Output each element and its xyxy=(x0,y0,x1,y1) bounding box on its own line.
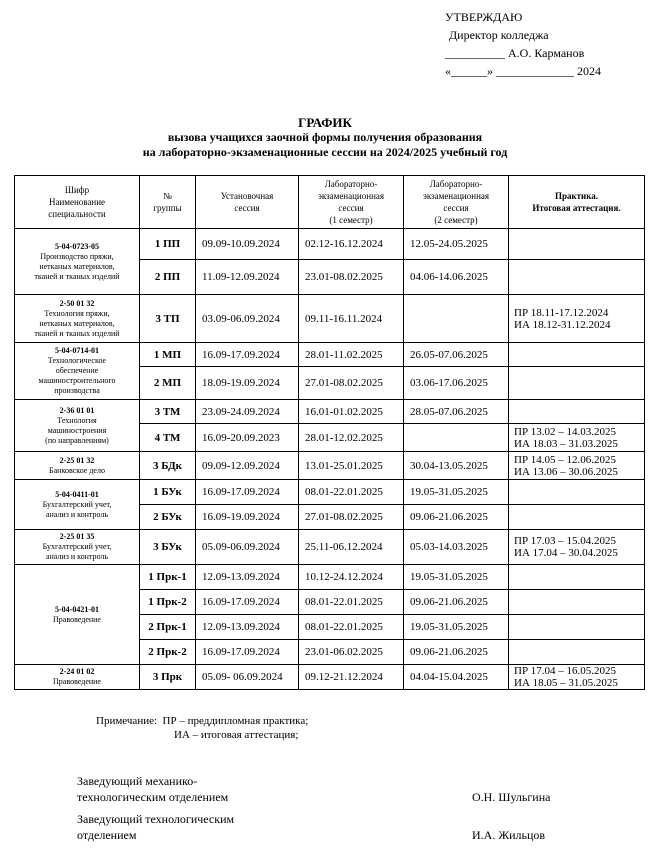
note-line-1: ПР – преддипломная практика; xyxy=(162,715,309,727)
spec-name-line: Технологическое xyxy=(47,356,107,365)
table-row xyxy=(15,530,645,565)
signature-name-1: О.Н. Шульгина xyxy=(472,790,551,804)
lab1-session-cell: 08.01-22.01.2025 xyxy=(299,480,404,505)
document-subtitle-2: на лабораторно-экзаменационные сессии на 2024/2025 учебный год xyxy=(142,145,508,159)
spec-code: 2-25 01 32 xyxy=(59,455,95,465)
lab2-session-cell: 04.04-15.04.2025 xyxy=(404,665,509,690)
lab1-session-cell: 28.01-12.02.2025 xyxy=(299,424,404,452)
lab1-session-cell: 09.12-21.12.2024 xyxy=(299,665,404,690)
spec-cell xyxy=(15,480,140,530)
header-spec-line: специальности xyxy=(48,209,106,219)
intro-session-cell: 16.09-19.09.2024 xyxy=(196,505,299,530)
spec-cell xyxy=(15,343,140,400)
lab2-session-cell xyxy=(404,295,509,343)
spec-name-line: анализ и контроль xyxy=(45,552,109,561)
practice-cell xyxy=(509,590,645,615)
intro-session-cell: 12.09-13.09.2024 xyxy=(196,615,299,640)
practice-line: ПР 18.11-17.12.2024 xyxy=(514,306,609,319)
header-lab2-line: сессия xyxy=(443,203,469,213)
spec-code: 2-25 01 35 xyxy=(59,532,95,541)
lab1-session-cell: 13.01-25.01.2025 xyxy=(299,452,404,480)
lab1-session-cell: 27.01-08.02.2025 xyxy=(299,367,404,400)
approval-sign-line: __________ А.О. Карманов xyxy=(445,46,585,60)
lab2-session-cell xyxy=(404,424,509,452)
intro-session-cell: 09.09-12.09.2024 xyxy=(196,452,299,480)
practice-cell xyxy=(509,400,645,424)
document-heading xyxy=(0,115,650,160)
practice-line: ИА 18.12-31.12.2024 xyxy=(514,318,611,331)
spec-name-line: Бухгалтерский учет, xyxy=(42,499,112,509)
intro-session-cell: 05.09-06.09.2024 xyxy=(196,530,299,565)
spec-name-line: нетканых материалов, xyxy=(39,318,115,328)
lab1-session-cell: 09.11-16.11.2024 xyxy=(299,295,404,343)
group-cell: 2 Прк-1 xyxy=(140,615,196,640)
group-cell: 2 ПП xyxy=(140,260,196,295)
header-lab2-line: экзаменационная xyxy=(422,191,490,201)
intro-session-cell: 16.09-17.09.2024 xyxy=(196,640,299,665)
lab2-session-cell: 30.04-13.05.2025 xyxy=(404,452,509,480)
group-cell: 1 ПП xyxy=(140,229,196,260)
group-cell: 3 Прк xyxy=(140,665,196,690)
intro-session-cell: 18.09-19.09.2024 xyxy=(196,367,299,400)
lab2-session-cell: 12.05-24.05.2025 xyxy=(404,229,509,260)
header-practice-line: Практика. xyxy=(554,191,599,201)
spec-name-line: машиностроения xyxy=(47,425,107,435)
spec-name-line: машиностроительного xyxy=(38,376,116,385)
approval-block xyxy=(445,8,601,80)
signature-title-line: Заведующий механико- xyxy=(77,774,198,788)
header-lab2 xyxy=(404,176,509,229)
header-spec-line: Наименование xyxy=(48,197,106,207)
practice-cell xyxy=(509,615,645,640)
spec-name-line: нетканых материалов, xyxy=(39,261,115,271)
header-lab1-line: сессия xyxy=(338,203,364,213)
table-row xyxy=(15,295,645,343)
document-title: ГРАФИК xyxy=(298,115,352,130)
lab2-session-cell: 09.06-21.06.2025 xyxy=(404,590,509,615)
table-row xyxy=(15,565,645,590)
spec-cell xyxy=(15,565,140,665)
practice-line: ИА 17.04 – 30.04.2025 xyxy=(514,547,618,559)
header-intro xyxy=(196,176,299,229)
group-cell: 3 ТП xyxy=(140,295,196,343)
spec-name-line: Технология xyxy=(57,415,97,425)
header-practice xyxy=(509,176,645,229)
spec-cell xyxy=(15,229,140,295)
spec-code: 5-04-0411-01 xyxy=(55,489,99,499)
note-line-2: ИА – итоговая аттестация; xyxy=(174,729,299,741)
intro-session-cell: 16.09-17.09.2024 xyxy=(196,480,299,505)
group-cell: 4 ТМ xyxy=(140,424,196,452)
group-cell: 3 БДк xyxy=(140,452,196,480)
note-block xyxy=(96,714,308,742)
spec-code: 5-04-0723-05 xyxy=(55,241,99,251)
spec-name-line: тканей и тканых изделий xyxy=(34,271,120,281)
lab2-session-cell: 05.03-14.03.2025 xyxy=(404,530,509,565)
practice-line: ПР 17.04 – 16.05.2025 xyxy=(514,665,617,677)
lab1-session-cell: 10.12-24.12.2024 xyxy=(299,565,404,590)
lab1-session-cell: 23.01-06.02.2025 xyxy=(299,640,404,665)
group-cell: 1 Прк-1 xyxy=(140,565,196,590)
lab2-session-cell: 19.05-31.05.2025 xyxy=(404,615,509,640)
spec-cell xyxy=(15,295,140,343)
header-practice-line: Итоговая аттестация. xyxy=(532,203,621,213)
spec-name-line: Правоведение xyxy=(53,677,101,686)
lab1-session-cell: 16.01-01.02.2025 xyxy=(299,400,404,424)
header-lab1-line: Лабораторно- xyxy=(324,179,378,189)
practice-cell xyxy=(509,343,645,367)
header-spec-line: Шифр xyxy=(64,185,90,195)
header-group-line: группы xyxy=(153,203,182,213)
spec-cell xyxy=(15,452,140,480)
approval-position: Директор колледжа xyxy=(449,28,549,42)
practice-line: ПР 14.05 – 12.06.2025 xyxy=(514,453,617,466)
signature-title-line: Заведующий технологическим xyxy=(77,812,235,826)
spec-name-line: производства xyxy=(54,386,100,395)
header-lab1-line: (1 семестр) xyxy=(329,215,373,225)
lab1-session-cell: 27.01-08.02.2025 xyxy=(299,505,404,530)
group-cell: 1 Прк-2 xyxy=(140,590,196,615)
group-cell: 1 БУк xyxy=(140,480,196,505)
signature-title-line: технологическим отделением xyxy=(77,790,229,804)
lab2-session-cell: 09.06-21.06.2025 xyxy=(404,640,509,665)
lab2-session-cell: 28.05-07.06.2025 xyxy=(404,400,509,424)
signature-name-2: И.А. Жильцов xyxy=(472,828,546,842)
practice-cell xyxy=(509,367,645,400)
practice-cell xyxy=(509,665,645,690)
spec-name-line: (по направлениям) xyxy=(45,435,109,445)
practice-line: ПР 17.03 – 15.04.2025 xyxy=(514,535,617,547)
practice-line: ИА 13.06 – 30.06.2025 xyxy=(514,465,618,478)
document-subtitle-1: вызова учащихся заочной формы получения образования xyxy=(167,130,483,144)
table-row xyxy=(15,665,645,690)
header-lab2-line: (2 семестр) xyxy=(434,215,478,225)
group-cell: 2 Прк-2 xyxy=(140,640,196,665)
lab2-session-cell: 26.05-07.06.2025 xyxy=(404,343,509,367)
spec-code: 2-50 01 32 xyxy=(59,298,95,308)
approval-date-line: «______» _____________ 2024 xyxy=(445,64,601,78)
spec-code: 5-04-0421-01 xyxy=(55,604,99,614)
table-header-row xyxy=(15,176,645,229)
spec-name-line: Банковское дело xyxy=(49,465,105,475)
practice-cell xyxy=(509,565,645,590)
practice-line: ИА 18.03 – 31.03.2025 xyxy=(514,437,618,450)
header-group xyxy=(140,176,196,229)
spec-code: 5-04-0714-01 xyxy=(55,346,99,355)
intro-session-cell: 16.09-17.09.2024 xyxy=(196,590,299,615)
lab1-session-cell: 08.01-22.01.2025 xyxy=(299,615,404,640)
header-intro-line: Установочная xyxy=(220,191,274,201)
spec-name-line: Технология пряжи, xyxy=(44,308,110,318)
practice-cell xyxy=(509,260,645,295)
lab1-session-cell: 28.01-11.02.2025 xyxy=(299,343,404,367)
spec-cell xyxy=(15,665,140,690)
lab1-session-cell: 02.12-16.12.2024 xyxy=(299,229,404,260)
note-label: Примечание: xyxy=(96,715,158,727)
spec-name-line: обеспечение xyxy=(55,366,99,375)
header-lab2-line: Лабораторно- xyxy=(429,179,483,189)
table-row xyxy=(15,452,645,480)
approval-title: УТВЕРЖДАЮ xyxy=(445,10,523,24)
practice-line: ИА 18.05 – 31.05.2025 xyxy=(514,677,618,689)
lab2-session-cell: 19.05-31.05.2025 xyxy=(404,480,509,505)
lab1-session-cell: 25.11-06.12.2024 xyxy=(299,530,404,565)
spec-code: 2-24 01 02 xyxy=(59,667,95,676)
intro-session-cell: 11.09-12.09.2024 xyxy=(196,260,299,295)
schedule-table xyxy=(14,175,645,690)
intro-session-cell: 09.09-10.09.2024 xyxy=(196,229,299,260)
lab2-session-cell: 03.06-17.06.2025 xyxy=(404,367,509,400)
lab2-session-cell: 04.06-14.06.2025 xyxy=(404,260,509,295)
table-row xyxy=(15,400,645,424)
group-cell: 2 МП xyxy=(140,367,196,400)
practice-cell xyxy=(509,295,645,343)
signature-title-line: отделением xyxy=(77,828,137,842)
practice-cell xyxy=(509,530,645,565)
header-lab1-line: экзаменационная xyxy=(317,191,385,201)
intro-session-cell: 16.09-17.09.2024 xyxy=(196,343,299,367)
practice-cell xyxy=(509,229,645,260)
spec-name-line: Бухгалтерский учет, xyxy=(42,542,112,551)
signature-title-1 xyxy=(77,773,228,805)
group-cell: 2 БУк xyxy=(140,505,196,530)
header-spec xyxy=(15,176,140,229)
intro-session-cell: 23.09-24.09.2024 xyxy=(196,400,299,424)
practice-cell xyxy=(509,505,645,530)
header-intro-line: сессия xyxy=(234,203,260,213)
spec-cell xyxy=(15,530,140,565)
table-row xyxy=(15,343,645,367)
spec-cell xyxy=(15,400,140,452)
header-group-line: № xyxy=(163,191,172,201)
group-cell: 3 ТМ xyxy=(140,400,196,424)
practice-cell xyxy=(509,480,645,505)
practice-cell xyxy=(509,640,645,665)
intro-session-cell: 12.09-13.09.2024 xyxy=(196,565,299,590)
signature-title-2 xyxy=(77,811,234,843)
table-row xyxy=(15,480,645,505)
spec-code: 2-36 01 01 xyxy=(59,405,95,415)
intro-session-cell: 03.09-06.09.2024 xyxy=(196,295,299,343)
lab2-session-cell: 09.06-21.06.2025 xyxy=(404,505,509,530)
lab2-session-cell: 19.05-31.05.2025 xyxy=(404,565,509,590)
intro-session-cell: 16.09-20.09.2023 xyxy=(196,424,299,452)
group-cell: 1 МП xyxy=(140,343,196,367)
table-row xyxy=(15,229,645,260)
intro-session-cell: 05.09- 06.09.2024 xyxy=(196,665,299,690)
practice-cell xyxy=(509,424,645,452)
practice-cell xyxy=(509,452,645,480)
spec-name-line: Производство пряжи, xyxy=(40,251,114,261)
group-cell: 3 БУк xyxy=(140,530,196,565)
lab1-session-cell: 08.01-22.01.2025 xyxy=(299,590,404,615)
practice-line: ПР 13.02 – 14.03.2025 xyxy=(514,425,617,438)
lab1-session-cell: 23.01-08.02.2025 xyxy=(299,260,404,295)
spec-name-line: Правоведение xyxy=(53,614,101,624)
spec-name-line: тканей и тканых изделий xyxy=(34,328,120,338)
header-lab1 xyxy=(299,176,404,229)
spec-name-line: анализ и контроль xyxy=(45,509,109,519)
